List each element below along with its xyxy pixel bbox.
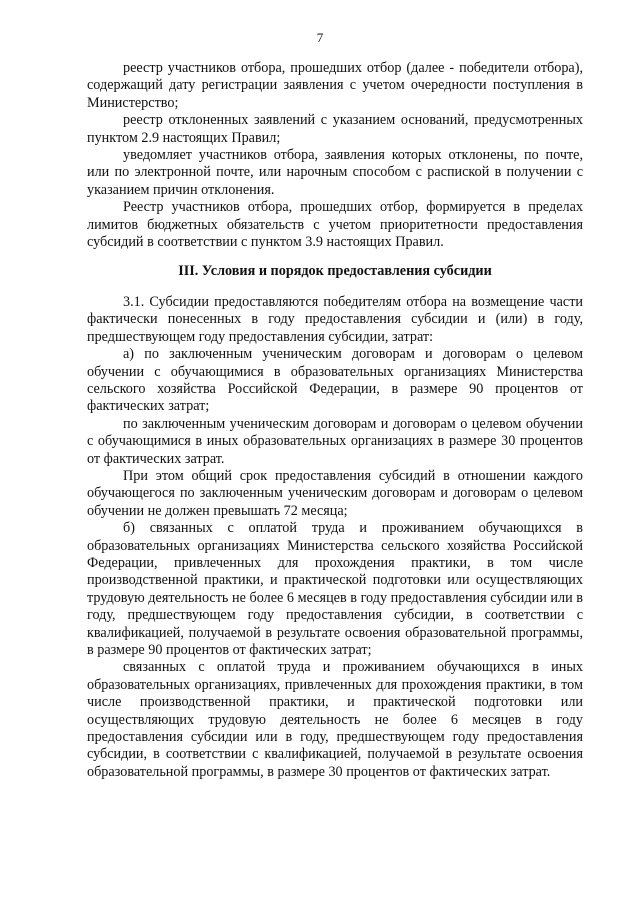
paragraph-term-limit: При этом общий срок предоставления субсидий в отношении каждого обучающегося по заключенным ученическим договорам и договорам о целевом обучении не должен превышать 72 месяца; [87, 467, 583, 519]
paragraph-registry-rejected: реестр отклоненных заявлений с указанием оснований, предусмотренных пунктом 2.9 настоящих Правил; [87, 112, 583, 146]
paragraph-registry-limits: Реестр участников отбора, прошедших отбор, формируется в пределах лимитов бюджетных обязательств с учетом приоритетности предоставления субсидий в соответствии с пунктом 3.9 настоящих Правил. [87, 199, 583, 251]
paragraph-item-b: б) связанных с оплатой труда и проживанием обучающихся в образовательных организациях Министерства сельского хозяйства Российской Федерации, привлеченных для прохождения практики, в том числе производственной практики, и практической подготовки или осуществляющих трудовую деятельность не более 6 месяцев в году предоставления субсидии или в году, предшествующем году предоставления субсидии, в соответствии с квалификацией, получаемой в результате освоения образовательной программы, в размере 90 процентов от фактических затрат; [87, 520, 583, 658]
section-heading: III. Условия и порядок предоставления субсидии [178, 263, 492, 280]
paragraph-other-organizations-practice: связанных с оплатой труда и проживанием обучающихся в иных образовательных организациях, привлеченных для прохождения практики, в том числе производственной практики, и практической подготовки или осуществляющих трудовую деятельность не более 6 месяцев в году предоставления субсидии или в году, предшествующем году предоставления субсидии, в соответствии с квалификацией, получаемой в результате освоения образовательной программы, в размере 30 процентов от фактических затрат. [87, 659, 583, 780]
page-number: 7 [316, 30, 324, 45]
paragraph-item-a: а) по заключенным ученическим договорам и договорам о целевом обучении с обучающимися в образовательных организациях Министерства сельского хозяйства Российской Федерации, в размере 90 процентов от фактических затрат; [87, 346, 583, 415]
paragraph-3-1: 3.1. Субсидии предоставляются победителям отбора на возмещение части фактически понесенных в году предоставления субсидии и (или) в году, предшествующем году предоставления субсидии, затрат: [87, 293, 583, 345]
paragraph-registry-winners: реестр участников отбора, прошедших отбор (далее - победители отбора), содержащий дату регистрации заявления с учетом очередности поступления в Министерство; [87, 60, 583, 111]
document-body [87, 60, 583, 781]
paragraph-notify-rejected: уведомляет участников отбора, заявления которых отклонены, по почте, или по электронной почте, или нарочным способом с распиской в получении с указанием причин отклонения. [87, 147, 583, 198]
paragraph-other-organizations-contracts: по заключенным ученическим договорам и договорам о целевом обучении с обучающимися в иных образовательных организациях в размере 30 процентов от фактических затрат. [87, 415, 583, 467]
